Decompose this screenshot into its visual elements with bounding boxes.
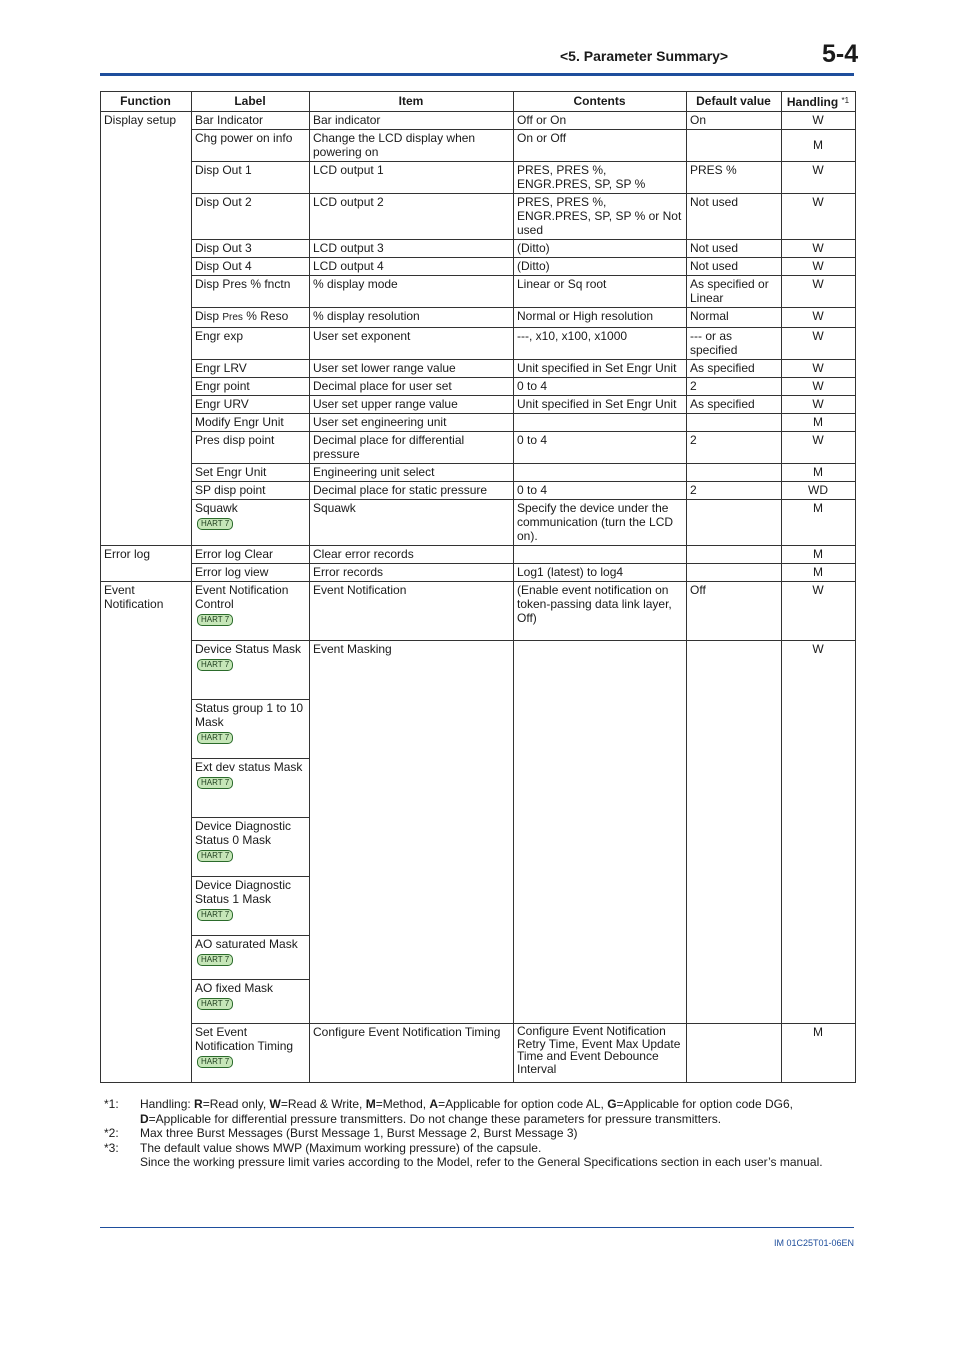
handling-cell: M [782,130,856,162]
label-text: % Reso [242,309,289,323]
contents-cell [514,546,687,564]
table-row [101,432,856,464]
label-cell [192,877,310,936]
handling-header-text: Handling [786,95,839,109]
contents-cell: 0 to 4 [514,378,687,396]
item-cell: Error records [310,564,514,582]
footnote-2 [104,1126,854,1141]
table-row [101,130,856,162]
footnote-text: Max three Burst Messages (Burst Message 1, Burst Message 2, Burst Message 3) [140,1126,578,1140]
label-cell: Bar Indicator [192,112,310,130]
hart7-badge: HART 7 [197,732,233,744]
contents-cell: Normal or High resolution [514,308,687,328]
item-cell: Clear error records [310,546,514,564]
handling-cell: W [782,396,856,414]
document-id: IM 01C25T01-06EN [773,1238,854,1248]
label-cell [192,641,310,700]
item-cell: LCD output 2 [310,194,514,240]
table-row [101,500,856,546]
hart7-badge: HART 7 [197,518,233,530]
handling-cell: W [782,194,856,240]
item-cell: Decimal place for differential pressure [310,432,514,464]
contents-cell: (Ditto) [514,240,687,258]
contents-cell: (Ditto) [514,258,687,276]
contents-cell [514,414,687,432]
footnote-text: The default value shows MWP (Maximum working pressure) of the capsule. [140,1140,542,1155]
handling-cell: M [782,464,856,482]
default-cell: --- or as specified [687,328,782,360]
default-cell: Not used [687,240,782,258]
code-desc: =Method, [375,1097,430,1111]
item-cell: % display mode [310,276,514,308]
label-text: Event Notification Control [195,583,289,611]
footer-rule [100,1227,854,1228]
code-letter: M [365,1097,376,1111]
handling-cell: WD [782,482,856,500]
table-row [101,414,856,432]
section-title: <5. Parameter Summary> [560,48,729,64]
item-cell: User set upper range value [310,396,514,414]
contents-cell: Configure Event Notification Retry Time, Event Max Update Time and Event Debounce Interval [514,1024,687,1083]
hart7-badge: HART 7 [197,850,233,862]
label-cell: Disp Out 3 [192,240,310,258]
default-cell: 2 [687,432,782,464]
default-cell: 2 [687,482,782,500]
handling-cell: W [782,641,856,1024]
label-text: Squawk [195,501,238,515]
table-row [101,258,856,276]
default-cell [687,546,782,564]
label-text: Device Status Mask [195,642,302,656]
label-cell: Modify Engr Unit [192,414,310,432]
default-cell [687,130,782,162]
table-row [101,396,856,414]
default-cell [687,464,782,482]
contents-cell: ---, x10, x100, x1000 [514,328,687,360]
label-text: Device Diagnostic Status 0 Mask [195,819,292,847]
item-cell: Decimal place for user set [310,378,514,396]
table-row [101,276,856,308]
default-cell: On [687,112,782,130]
hart7-badge: HART 7 [197,777,233,789]
label-cell: Engr point [192,378,310,396]
contents-cell: Unit specified in Set Engr Unit [514,360,687,378]
handling-cell: W [782,162,856,194]
parameter-table [100,91,856,1083]
label-cell: Disp Pres % fnctn [192,276,310,308]
default-cell: Not used [687,258,782,276]
label-cell: Disp Out 2 [192,194,310,240]
table-row [101,112,856,130]
table-row [101,194,856,240]
table-header-row [101,92,856,112]
item-cell: Change the LCD display when powering on [310,130,514,162]
label-text: AO fixed Mask [195,981,274,995]
item-cell: LCD output 1 [310,162,514,194]
label-cell [192,500,310,546]
label-cell [192,582,310,641]
handling-cell: W [782,328,856,360]
contents-cell: Off or On [514,112,687,130]
function-cell: Display setup [101,112,192,546]
hart7-badge: HART 7 [197,998,233,1010]
footnotes [104,1097,854,1170]
default-cell [687,564,782,582]
item-cell: Decimal place for static pressure [310,482,514,500]
handling-cell: W [782,308,856,328]
contents-cell: 0 to 4 [514,432,687,464]
code-letter: G [607,1097,617,1111]
contents-cell: Log1 (latest) to log4 [514,564,687,582]
contents-cell: 0 to 4 [514,482,687,500]
col-header-default: Default value [687,92,782,112]
label-text: Status group 1 to 10 Mask [195,701,304,729]
default-cell: 2 [687,378,782,396]
footnote-mark: *3: [104,1140,119,1155]
contents-cell: On or Off [514,130,687,162]
default-cell: As specified [687,396,782,414]
label-cell [192,818,310,877]
table-row [101,360,856,378]
col-header-label: Label [192,92,310,112]
label-cell: Error log view [192,564,310,582]
footnote-lead: Handling: [140,1097,191,1111]
table-row [101,464,856,482]
label-cell: Error log Clear [192,546,310,564]
hart7-badge: HART 7 [197,614,233,626]
label-text-small: Pres [222,312,243,323]
label-text: Device Diagnostic Status 1 Mask [195,878,292,906]
label-cell [192,700,310,759]
page-number: 5-4 [822,40,859,68]
contents-cell: Specify the device under the communication (turn the LCD on). [514,500,687,546]
default-cell [687,1024,782,1083]
label-cell: Engr exp [192,328,310,360]
handling-cell: W [782,240,856,258]
label-cell: Disp Out 4 [192,258,310,276]
default-cell [687,414,782,432]
code-desc: =Read only, [202,1097,270,1111]
label-cell: Engr URV [192,396,310,414]
hart7-badge: HART 7 [197,1056,233,1068]
label-cell [192,1024,310,1083]
handling-cell: W [782,378,856,396]
handling-cell: M [782,564,856,582]
footnote-mark: *2: [104,1126,119,1140]
handling-cell: W [782,112,856,130]
table-row [101,308,856,328]
label-cell [192,308,310,328]
footnote-3-continuation: Since the working pressure limit varies according to the Model, refer to the General Specifications section in each user’s manual. [140,1155,823,1169]
code-letter: R [194,1097,203,1111]
code-desc: =Applicable for option code DG6, [616,1097,793,1111]
default-cell: PRES % [687,162,782,194]
item-cell: LCD output 4 [310,258,514,276]
function-cell: Error log [101,546,192,582]
table-row [101,162,856,194]
hart7-badge: HART 7 [197,909,233,921]
code-desc: =Applicable for differential pressure transmitters. Do not change these parameters for pressure transmitters. [148,1111,722,1126]
label-cell [192,980,310,1024]
item-cell: Event Masking [310,641,514,1024]
default-cell: Normal [687,308,782,328]
default-cell: Off [687,582,782,641]
table-row [101,564,856,582]
item-cell: Engineering unit select [310,464,514,482]
item-cell: User set engineering unit [310,414,514,432]
handling-cell: W [782,432,856,464]
header-rule [100,73,854,76]
footnote-1 [104,1097,854,1126]
code-letter: D [140,1111,149,1126]
handling-cell: W [782,258,856,276]
default-cell [687,500,782,546]
item-cell: User set exponent [310,328,514,360]
label-cell: SP disp point [192,482,310,500]
function-cell: Event Notification [101,582,192,1083]
table-row [101,328,856,360]
label-cell: Disp Out 1 [192,162,310,194]
footnote-text [140,1097,854,1126]
table-row [101,641,856,700]
code-desc: =Applicable for option code AL, [438,1097,608,1111]
col-header-item: Item [310,92,514,112]
default-cell [687,641,782,1024]
table-row [101,546,856,564]
hart7-badge: HART 7 [197,659,233,671]
table-row [101,378,856,396]
label-cell: Engr LRV [192,360,310,378]
col-header-contents: Contents [514,92,687,112]
item-cell: Squawk [310,500,514,546]
handling-cell: M [782,414,856,432]
label-text: Ext dev status Mask [195,760,303,774]
handling-cell: M [782,500,856,546]
item-cell: Configure Event Notification Timing [310,1024,514,1083]
table-row [101,582,856,641]
col-header-handling [782,92,856,112]
contents-cell: Linear or Sq root [514,276,687,308]
item-cell: % display resolution [310,308,514,328]
contents-cell: (Enable event notification on token-passing data link layer, Off) [514,582,687,641]
handling-cell: M [782,1024,856,1083]
item-cell: LCD output 3 [310,240,514,258]
label-text: AO saturated Mask [195,937,298,951]
contents-cell: PRES, PRES %, ENGR.PRES, SP, SP % or Not used [514,194,687,240]
item-cell: User set lower range value [310,360,514,378]
item-cell: Bar indicator [310,112,514,130]
contents-cell [514,464,687,482]
item-cell: Event Notification [310,582,514,641]
label-cell: Pres disp point [192,432,310,464]
table-row [101,1024,856,1083]
table-row [101,240,856,258]
handling-cell: W [782,360,856,378]
footnote-3 [104,1141,854,1156]
handling-cell: W [782,582,856,641]
handling-footnote-ref: *1 [841,96,850,105]
handling-cell: W [782,276,856,308]
hart7-badge: HART 7 [197,954,233,966]
code-desc: =Read & Write, [280,1097,366,1111]
label-cell [192,759,310,818]
footnote-mark: *1: [104,1097,119,1111]
col-header-function: Function [101,92,192,112]
handling-cell: M [782,546,856,564]
table-row [101,482,856,500]
code-letter: A [429,1097,439,1111]
label-cell [192,936,310,980]
contents-cell [514,641,687,1024]
contents-cell: Unit specified in Set Engr Unit [514,396,687,414]
default-cell: As specified [687,360,782,378]
label-cell: Chg power on info [192,130,310,162]
label-text: Disp [195,309,223,323]
label-cell: Set Engr Unit [192,464,310,482]
contents-cell: PRES, PRES %, ENGR.PRES, SP, SP % [514,162,687,194]
label-text: Set Event Notification Timing [195,1025,294,1053]
default-cell: Not used [687,194,782,240]
default-cell: As specified or Linear [687,276,782,308]
code-letter: W [269,1097,281,1111]
